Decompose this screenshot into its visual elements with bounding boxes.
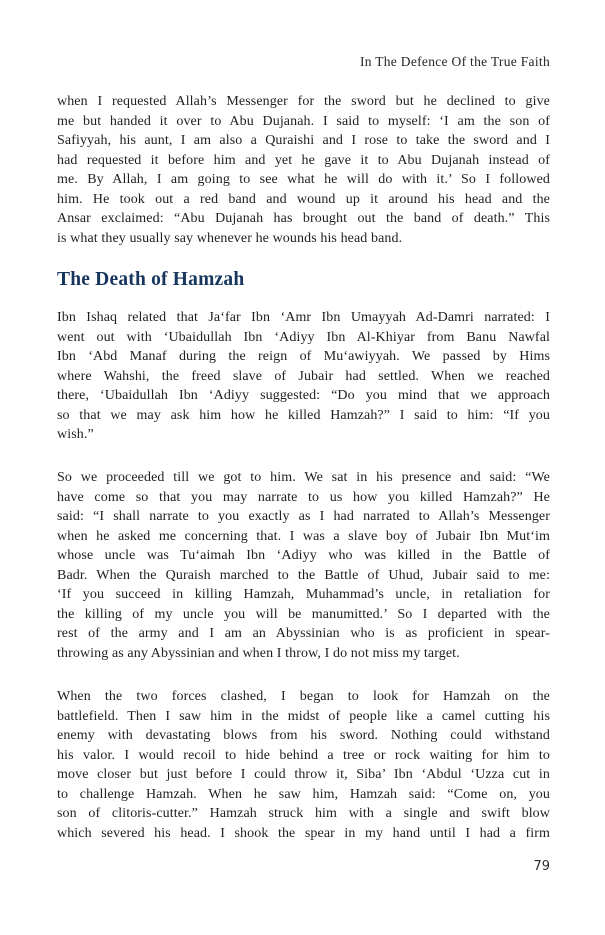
text-line: wish.” [57,427,94,442]
section-heading: The Death of Hamzah [57,269,245,290]
text-line: ‘If you succeed in killing Hamzah, Muhammad’s uncle, in retaliation for [57,587,550,602]
text-line: rest of the army and I am an Abyssinian who is as proficient in spear- [57,626,550,641]
text-line: throwing as any Abyssinian and when I throw, I do not miss my target. [57,645,460,661]
text-line: his valor. I would recoil to hide behind a tree or rock waiting for him to [57,747,550,763]
text-line: which severed his head. I shook the spear in my hand until I had a firm [57,825,550,841]
text-line: when he asked me concerning that. I was a slave boy of Jubair Ibn Mut‘im [57,528,550,544]
text-line: me. By Allah, I am going to see what he will do with it.’ So I followed [57,172,550,187]
text-line: enemy with devastating blows from his sword. Nothing could withstand [57,728,550,743]
text-line: Ibn ‘Abd Manaf during the reign of Mu‘awiyyah. We passed by Hims [57,349,550,364]
text-line: so that we may ask him how he killed Hamzah?” I said to him: “If you [57,407,550,423]
text-line: said: “I shall narrate to you exactly as I had narrated to Allah’s Messenger [57,509,550,524]
text-line: battlefield. Then I saw him in the midst of people like a camel cutting his [57,708,550,724]
text-line: son of clitoris-cutter.” Hamzah struck him with a single and swift blow [57,806,550,821]
text-line: him. He took out a red band and wound up it around his head and the [57,191,550,207]
text-line: there, ‘Ubaidullah Ibn ‘Adiyy suggested: “Do you mind that we approach [57,388,550,403]
text-line: when I requested Allah’s Messenger for the sword but he declined to give [57,94,550,109]
paragraph [57,92,550,248]
page-number: 79 [533,859,550,874]
text-line: whose uncle was Tu‘aimah Ibn ‘Adiyy who was killed in the Battle of [57,548,550,563]
text-line: Ansar exclaimed: “Abu Dujanah has brought out the band of death.” This [57,211,550,226]
paragraph [57,308,550,445]
text-line: to challenge Hamzah. When he saw him, Hamzah said: “Come on, you [57,786,550,802]
text-line: me but handed it over to Abu Dujanah. I said to myself: ‘I am the son of [57,113,550,129]
paragraph [57,687,550,843]
text-line: move closer but just before I could throw it, Siba’ Ibn ‘Abdul ‘Uzza cut in [57,767,550,782]
paragraph [57,468,550,663]
text-line: When the two forces clashed, I began to look for Hamzah on the [57,689,550,704]
running-header: In The Defence Of the True Faith [359,54,550,69]
text-line: Badr. When the Quraish marched to the Battle of Uhud, Jubair said to me: [57,567,550,583]
text-line: had requested it before him and yet he gave it to Abu Dujanah instead of [57,152,550,168]
text-line: So we proceeded till we got to him. We sat in his presence and said: “We [57,470,550,485]
text-line: Ibn Ishaq related that Ja‘far Ibn ‘Amr Ibn Umayyah Ad-Damri narrated: I [57,310,550,325]
text-line: went out with ‘Ubaidullah Ibn ‘Adiyy Ibn Al-Khiyar from Banu Nawfal [57,329,550,345]
text-line: is what they usually say whenever he wounds his head band. [57,230,403,246]
text-line: Safiyyah, his aunt, I am also a Quraishi and I rose to take the sword and I [57,133,550,148]
text-line: where Wahshi, the freed slave of Jubair had settled. When we reached [57,368,550,384]
text-line: the killing of my uncle you will be manumitted.’ So I departed with the [57,606,550,622]
text-line: have come so that you may narrate to us how you killed Hamzah?” He [57,489,550,505]
